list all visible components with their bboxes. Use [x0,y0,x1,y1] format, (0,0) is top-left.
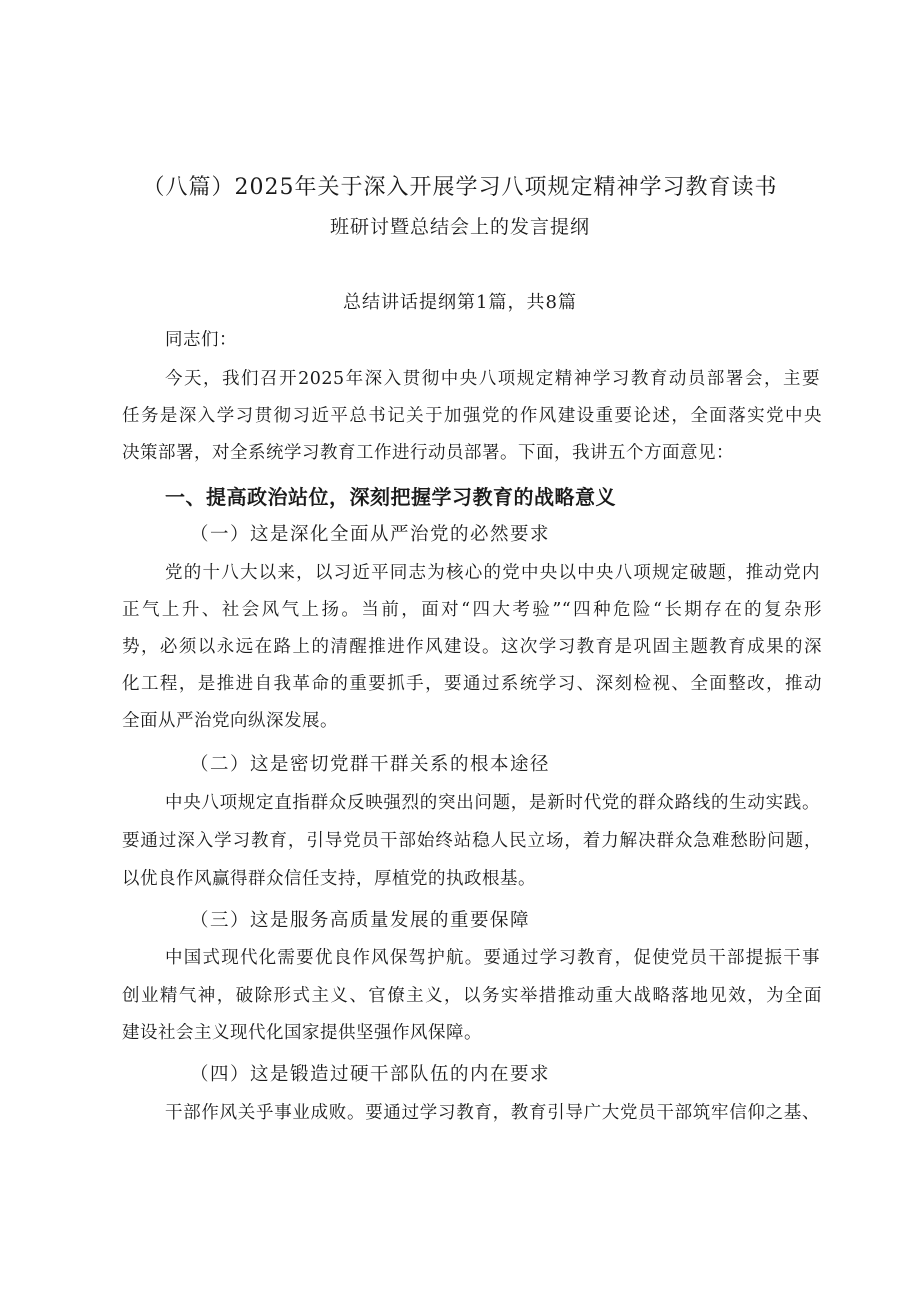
subsection-1-line-2: 正气上升、社会风气上扬。当前，面对“四大考验”“四种危险“长期存在的复杂形 [122,600,822,620]
salutation: 同志们： [165,330,237,350]
subsection-4-line-1: 干部作风关乎事业成败。要通过学习教育，教育引导广大党员干部筑牢信仰之基、 [165,1103,820,1123]
intro-line-2: 任务是深入学习贯彻习近平总书记关于加强党的作风建设重要论述，全面落实党中央 [122,406,822,426]
document-title-line-1: （八篇）2025年关于深入开展学习八项规定精神学习教育读书 [142,175,778,200]
subsection-2-line-3: 以优良作风赢得群众信任支持，厚植党的执政根基。 [122,869,536,889]
subsection-3-line-1: 中国式现代化需要优良作风保驾护航。要通过学习教育，促使党员干部提振干事 [165,948,820,968]
subsection-1-line-1: 党的十八大以来，以习近平同志为核心的党中央以中央八项规定破题，推动党内 [165,563,820,583]
document-subtitle: 总结讲话提纲第1篇，共8篇 [343,292,577,313]
subsection-2-line-1: 中央八项规定直指群众反映强烈的突出问题，是新时代党的群众路线的生动实践。 [165,793,820,813]
subsection-1-line-5: 全面从严治党向纵深发展。 [122,711,338,731]
subsection-3-line-2: 创业精气神，破除形式主义、官僚主义，以务实举措推动重大战略落地见效，为全面 [122,986,822,1006]
subsection-1-line-4: 化工程，是推进自我革命的重要抓手，要通过系统学习、深刻检视、全面整改，推动 [122,674,822,694]
subsection-3-line-3: 建设社会主义现代化国家提供坚强作风保障。 [122,1023,482,1043]
subsection-2-heading: （二）这是密切党群干群关系的根本途径 [190,754,551,775]
section-1-heading: 一、提高政治站位，深刻把握学习教育的战略意义 [165,485,616,509]
subsection-4-heading: （四）这是锻造过硬干部队伍的内在要求 [190,1064,551,1085]
subsection-3-heading: （三）这是服务高质量发展的重要保障 [190,910,531,931]
subsection-2-line-2: 要通过深入学习教育，引导党员干部始终站稳人民立场，着力解决群众急难愁盼问题， [122,831,822,851]
document-title-line-2: 班研讨暨总结会上的发言提纲 [329,216,590,238]
subsection-1-heading: （一）这是深化全面从严治党的必然要求 [190,524,551,545]
subsection-1-line-3: 势，必须以永远在路上的清醒推进作风建设。这次学习教育是巩固主题教育成果的深 [122,637,822,657]
intro-line-3: 决策部署，对全系统学习教育工作进行动员部署。下面，我讲五个方面意见： [122,443,734,463]
intro-line-1: 今天，我们召开2025年深入贯彻中央八项规定精神学习教育动员部署会，主要 [165,369,820,389]
